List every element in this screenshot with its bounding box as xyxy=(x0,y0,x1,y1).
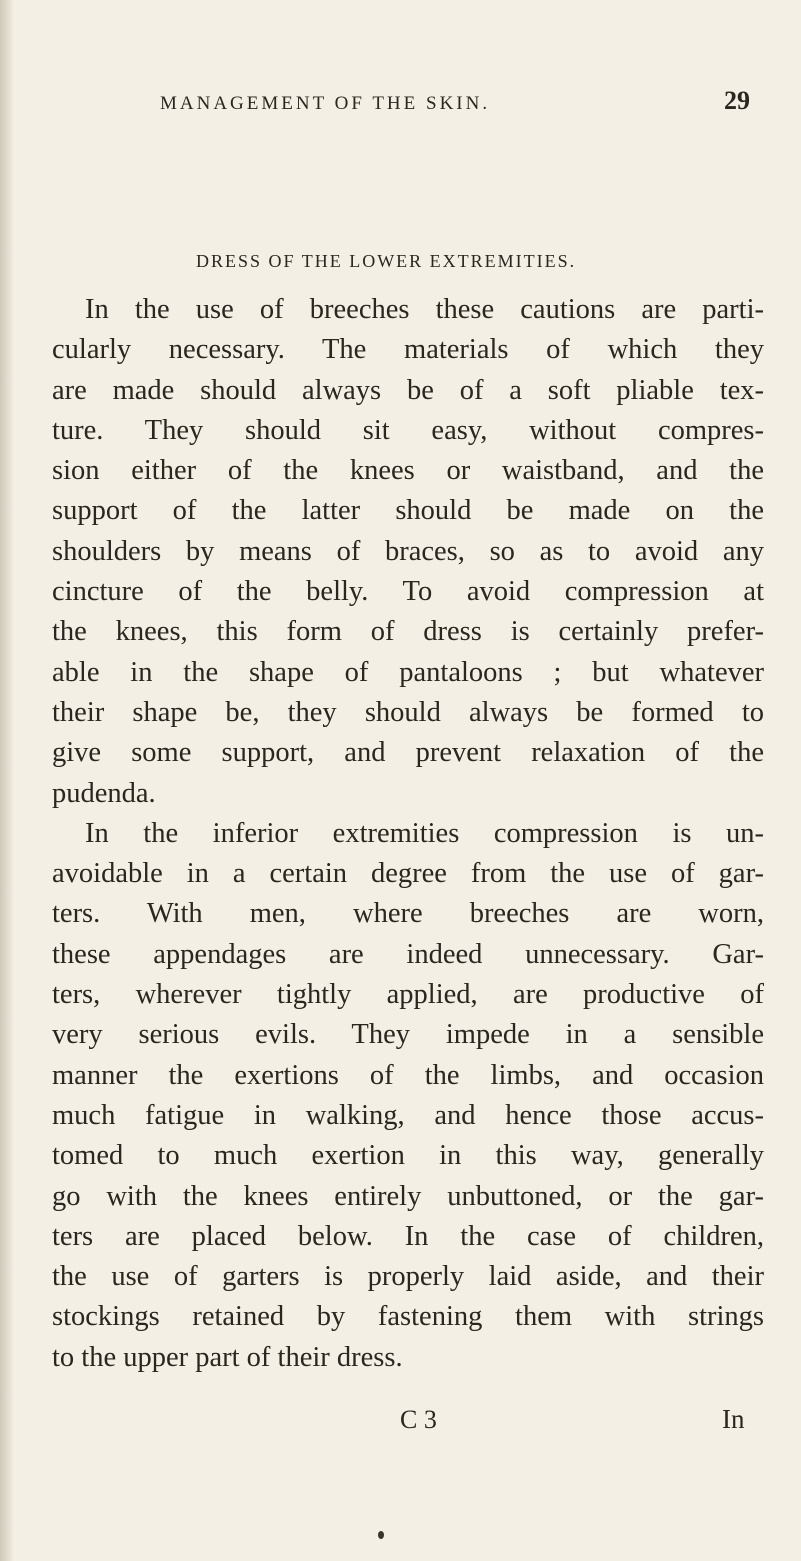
text-line: support of the latter should be made on the xyxy=(52,495,764,527)
section-heading: DRESS OF THE LOWER EXTREMITIES. xyxy=(196,251,577,271)
text-line: tomed to much exertion in this way, generally xyxy=(52,1140,764,1172)
text-line: cularly necessary. The materials of which they xyxy=(52,334,764,366)
text-line: able in the shape of pantaloons ; but whatever xyxy=(52,656,764,688)
text-line: avoidable in a certain degree from the use of gar- xyxy=(52,858,764,890)
text-line: the use of garters is properly laid aside, and their xyxy=(52,1261,764,1293)
text-line: manner the exertions of the limbs, and occasion xyxy=(52,1059,764,1091)
text-line: go with the knees entirely unbuttoned, or the gar- xyxy=(52,1180,764,1212)
text-line: shoulders by means of braces, so as to avoid any xyxy=(52,535,764,567)
text-line: sion either of the knees or waistband, and the xyxy=(52,455,764,487)
text-line: cincture of the belly. To avoid compression at xyxy=(52,576,764,608)
text-line: the knees, this form of dress is certainly prefer- xyxy=(52,616,764,648)
ink-speck xyxy=(378,1531,384,1539)
text-line: In the use of breeches these cautions are parti- xyxy=(85,294,764,325)
signature-mark: C 3 xyxy=(400,1405,437,1434)
text-line: these appendages are indeed unnecessary. Gar- xyxy=(52,938,764,970)
text-line: stockings retained by fastening them with strings xyxy=(52,1301,764,1333)
text-line: ters are placed below. In the case of children, xyxy=(52,1220,764,1252)
text-line: ters. With men, where breeches are worn, xyxy=(52,898,764,930)
page-number: 29 xyxy=(724,86,750,115)
text-line: very serious evils. They impede in a sensible xyxy=(52,1019,764,1051)
body-text xyxy=(52,290,764,1378)
catchword: In xyxy=(722,1404,745,1434)
text-line: ture. They should sit easy, without compres- xyxy=(52,414,764,446)
text-line: much fatigue in walking, and hence those accus- xyxy=(52,1099,764,1131)
text-line: ters, wherever tightly applied, are productive of xyxy=(52,979,764,1011)
text-line: In the inferior extremities compression is un- xyxy=(85,817,764,849)
text-line: give some support, and prevent relaxation of the xyxy=(52,737,764,769)
running-title: MANAGEMENT OF THE SKIN. xyxy=(160,93,491,114)
text-line: pudenda. xyxy=(52,777,156,809)
text-line: to the upper part of their dress. xyxy=(52,1341,403,1373)
text-line: are made should always be of a soft pliable tex- xyxy=(52,374,764,406)
text-line: their shape be, they should always be formed to xyxy=(52,696,764,728)
